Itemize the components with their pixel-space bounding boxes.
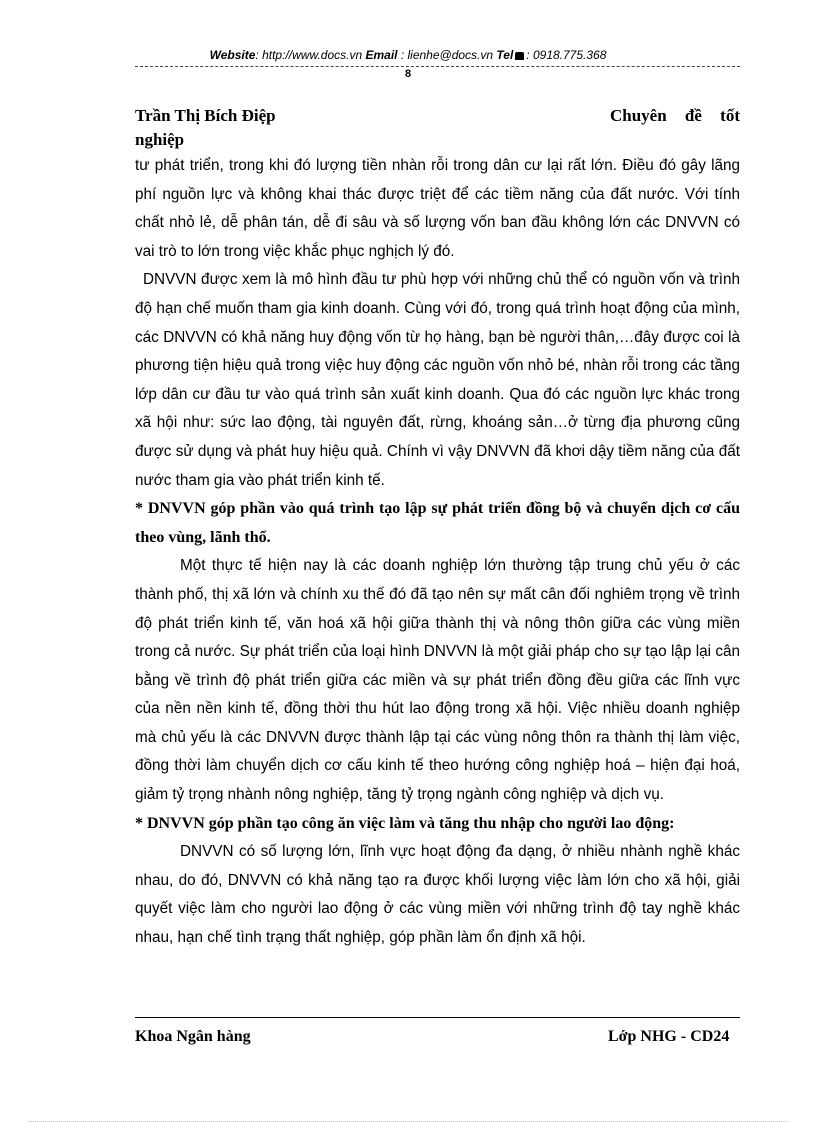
body-paragraph: Một thực tế hiện nay là các doanh nghiệp lớn thường tập trung chủ yếu ở các thành phố, thị xã lớn và chính xu thế đó đã tạo nên sự mất cân đối nghiêm trọng về trình độ phát triển kinh tế, văn hoá xã hội giữa thành thị và nông thôn giữa các vùng miền trong cả nước. Sự phát triển của loại hình DNVVN là một giải pháp cho sự tạo lập lại cân bằng về trình độ phát triển giữa các miền và sự phát triển đồng đều giữa các lĩnh vực của nền nền kinh tế, đồng thời thu hút lao động trong xã hội. Việc nhiều doanh nghiệp mà chủ yếu là các DNVVN được thành lập tại các vùng nông thôn ra thành thị làm việc, đồng thời làm chuyển dịch cơ cấu kinh tế theo hướng công nghiệp hoá – hiện đại hoá, giảm tỷ trọng nhành nông nghiệp, tăng tỷ trọng ngành công nghiệp và dịch vụ. [135, 557, 740, 804]
document-type-word: Chuyên [610, 106, 667, 125]
tel-label: Tel [496, 48, 514, 62]
phone-icon [515, 52, 524, 60]
website-label: Website [209, 48, 256, 62]
website-banner [0, 48, 816, 62]
website-url[interactable]: : http://www.docs.vn [255, 48, 366, 62]
section-heading: * DNVVN góp phần vào quá trình tạo lập sự phát triển đồng bộ và chuyển dịch cơ cấu theo vùng, lãnh thổ. [135, 500, 740, 546]
document-type-word: đề [684, 106, 702, 125]
page-number: 8 [404, 68, 412, 80]
header-author-block [135, 104, 315, 152]
section-heading: * DNVVN góp phần tạo công ăn việc làm và tăng thu nhập cho người lao động: [135, 814, 675, 832]
document-type [610, 104, 740, 128]
phone-number: : 0918.775.368 [526, 48, 607, 62]
page-bottom-edge [28, 1121, 788, 1122]
banner-divider [135, 66, 740, 67]
body-paragraph: tư phát triển, trong khi đó lượng tiền nhàn rỗi trong dân cư lại rất lớn. Điều đó gây lãng phí nguồn lực và không khai thác được triệt để các tiềm năng của đất nước. Với tính chất nhỏ lẻ, dễ phân tán, dễ đi sâu và số lượng vốn ban đầu không lớn các DNVVN có vai trò to lớn trong việc khắc phục nghịch lý đó. [135, 157, 740, 260]
document-type-word: tốt [720, 106, 740, 125]
document-body [135, 152, 740, 953]
document-type-continued: nghiệp [135, 130, 185, 149]
body-paragraph: DNVVN được xem là mô hình đầu tư phù hợp với những chủ thể có nguồn vốn và trình độ hạn chế muốn tham gia kinh doanh. Cùng với đó, trong quá trình hoạt động của mình, các DNVVN có khả năng huy động vốn từ họ hàng, bạn bè người thân,…đây được coi là phương tiện hiệu quả trong việc huy động các nguồn vốn nhỏ bé, nhàn rỗi trong các tầng lớp dân cư đầu tư vào quá trình sản xuất kinh doanh. Qua đó các nguồn lực khác trong xã hội như: sức lao động, tài nguyên đất, rừng, khoáng sản…ở từng địa phương cũng được sử dụng và phát huy hiệu quả. Chính vì vậy DNVVN đã khơi dậy tiềm năng của đất nước tham gia vào phát triển kinh tế. [135, 271, 740, 489]
footer-divider [135, 1017, 740, 1018]
author-name: Trần Thị Bích Điệp [135, 106, 276, 125]
footer-department: Khoa Ngân hàng [135, 1028, 251, 1045]
body-paragraph: DNVVN có số lượng lớn, lĩnh vực hoạt động đa dạng, ở nhiều nhành nghề khác nhau, do đó, DNVVN có khả năng tạo ra được khối lượng việc làm lớn cho xã hội, giải quyết việc làm cho người lao động ở các vùng miền với những trình độ tay nghề khác nhau, hạn chế tình trạng thất nghiệp, góp phần làm ổn định xã hội. [135, 843, 740, 947]
footer-class: Lớp NHG - CD24 [608, 1028, 730, 1045]
email-label: Email [365, 48, 398, 62]
email-address[interactable]: : lienhe@docs.vn [397, 48, 497, 62]
